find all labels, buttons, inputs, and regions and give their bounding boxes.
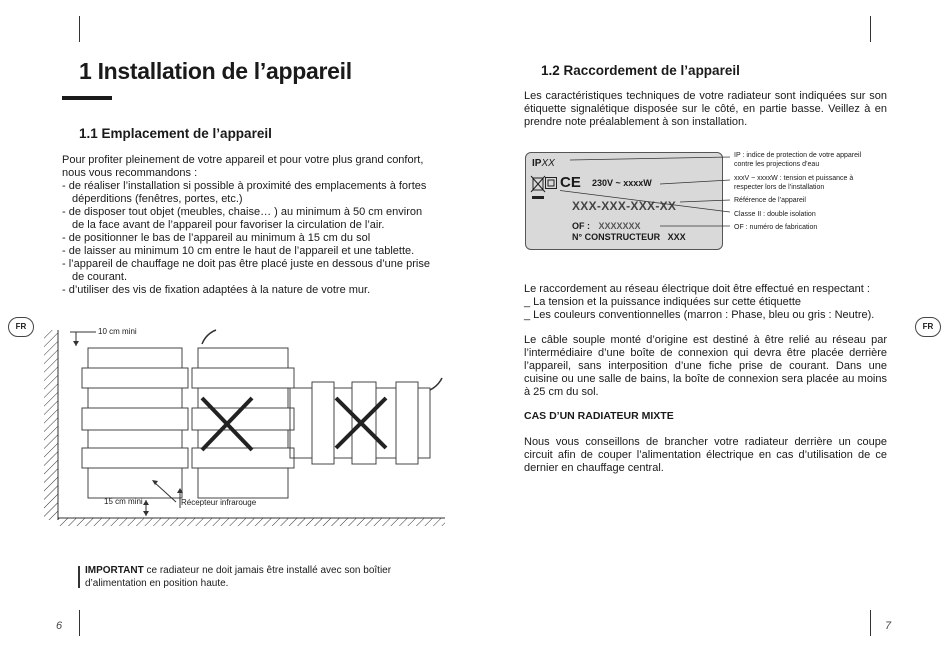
section-title-placement: 1.1 Emplacement de l’appareil [79,126,272,141]
annotation-leaders [560,150,736,240]
annotation-voltage: xxxV ~ xxxxW : tension et puissance à respecter lors de l’installation [734,175,854,191]
plate-ip-suffix: XX [541,158,555,169]
ce-mark-icon: CE [560,174,581,191]
list-item: - l’appareil de chauffage ne doit pas être placé juste en dessous d’une prise de courant. [62,258,430,283]
radiator-correct [82,348,188,498]
plate-ip: IP [532,158,542,169]
label-10cm: 10 cm mini [98,327,137,336]
connection-intro: Les caractéristiques techniques de votre radiateur sont indiquées sur son étiquette signalétique disposée sur le côté, en partie basse. Veillez à en prendre note préalablement à son installation. [524,90,887,128]
language-tab-left: FR [8,317,34,337]
plate-constructor: N° CONSTRUCTEUR XXX [572,232,686,242]
important-label: IMPORTANT [85,565,144,576]
list-item: - de positionner le bas de l’appareil au minimum à 15 cm du sol [62,232,371,244]
wall [44,330,58,520]
radiator-wrong-horizontal [290,378,442,464]
plate-bar [532,196,544,199]
connection-rules [524,283,887,322]
mixed-radiator-title: CAS D’UN RADIATEUR MIXTE [524,410,674,422]
connection-item: _ Les couleurs conventionnelles (marron : Phase, bleu ou gris : Neutre). [524,309,875,321]
plate-of-label: OF : [572,221,590,231]
list-item: - de disposer tout objet (meubles, chaise… ) au minimum à 50 cm environ de la face avant de l’appareil pour favoriser la circulation de l’air. [62,206,423,231]
annotation-class: Classe II : double isolation [734,211,816,218]
weee-icon [530,175,546,193]
annotation-ip: IP : indice de protection de votre appareil contre les projections d’eau [734,152,862,168]
section-title-connection: 1.2 Raccordement de l’appareil [541,63,740,78]
radiator-wrong-vertical [192,330,294,498]
list-item: - d’utiliser des vis de fixation adaptées à la nature de votre mur. [62,284,371,296]
connection-text: Le raccordement au réseau électrique doit être effectué en respectant : [524,283,870,295]
page-title: 1 Installation de l’appareil [79,58,352,84]
annotation-of: OF : numéro de fabrication [734,224,818,231]
list-item: - de laisser au minimum 10 cm entre le haut de l’appareil et une tablette. [62,245,415,257]
crop-mark-bottom-left [79,610,80,636]
class-ii-icon [545,177,557,189]
title-underline [62,96,112,100]
language-tab-right: FR [915,317,941,337]
important-text: ce radiateur ne doit jamais être installé avec son boîtier d’alimentation en position haute. [85,565,392,589]
page-number-left: 6 [56,620,63,632]
annotation-reference: Référence de l’appareil [734,197,806,204]
mixed-radiator-text: Nous vous conseillons de brancher votre radiateur derrière un coupe circuit afin de couper l’alimentation électrique en cas d’utilisation de ce dernier en chauffage central. [524,436,887,474]
important-note [85,564,435,590]
placement-list [62,180,432,297]
plate-reference: XXX-XXX-XXX-XX [572,199,677,213]
cable-text: Le câble souple monté d’origine est destiné à être relié au réseau par l’intermédiaire d’une boîte de connexion qui devra être placée derrière l’appareil, sans interposition d’une fiche prise de courant. Dans une cuisine ou une salle de bains, la boîte de connexion sera placée au moins à 25 cm du sol. [524,334,887,398]
page-number-right: 7 [885,620,892,632]
floor [58,518,445,526]
label-15cm: 15 cm mini [104,497,143,506]
plate-voltage: 230V ~ xxxxW [592,178,652,188]
important-bar [78,566,80,588]
crop-mark-bottom-right [870,610,871,636]
crop-mark-top-left [79,16,80,42]
label-receiver: Récepteur infrarouge [181,498,257,507]
placement-text [62,154,432,297]
connection-item: _ La tension et la puissance indiquées sur cette étiquette [524,296,802,308]
plate-of-value: XXXXXXX [598,221,641,231]
list-item: - de réaliser l’installation si possible à proximité des emplacements à fortes déperditions (fenêtres, portes, etc.) [62,180,427,205]
crop-mark-top-right [870,16,871,42]
placement-intro: Pour profiter pleinement de votre appareil et pour votre plus grand confort, nous vous recommandons : [62,154,424,179]
